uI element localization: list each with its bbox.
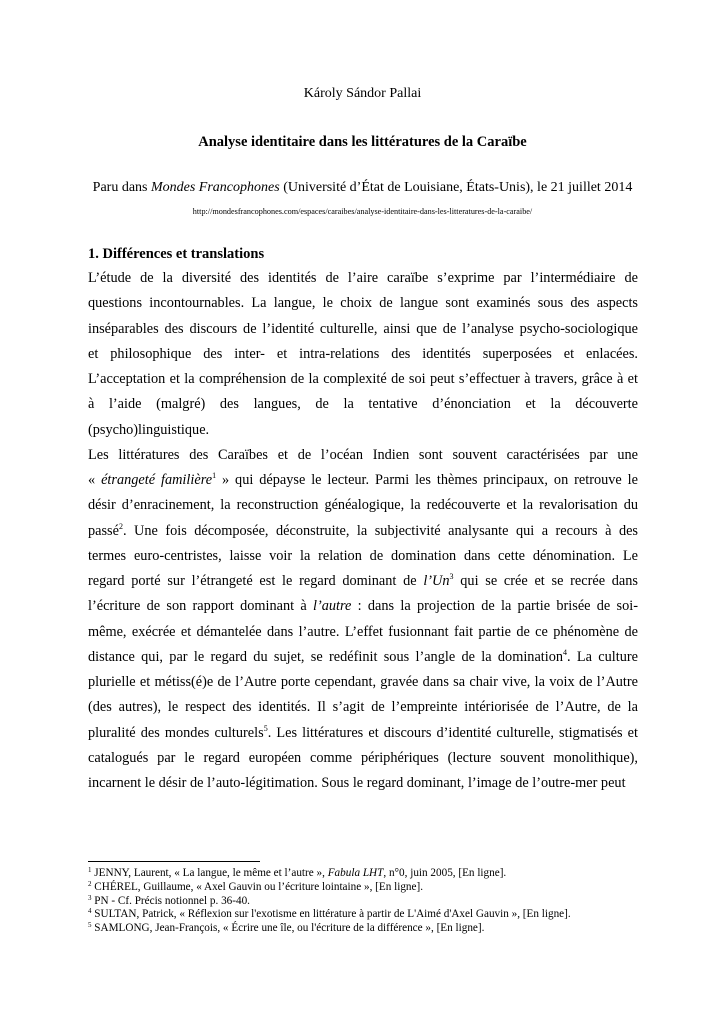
publication-suffix: (Université d’État de Louisiane, États-Unis), le 21 juillet 2014	[279, 180, 633, 195]
paragraph-line	[88, 346, 638, 366]
paragraph-line	[88, 624, 638, 644]
paragraph-line	[88, 674, 638, 694]
line-text: (psycho)linguistique.	[88, 421, 210, 438]
footnote-number: 3	[88, 893, 92, 902]
line-text: à l’aide (malgré) des langues, de la tentative d’énonciation et la découverte	[88, 396, 638, 413]
footnote-ref: 2	[118, 521, 123, 531]
line-text: regard porté sur l’étrangeté est le regard dominant de	[88, 573, 424, 589]
italic-text: étrangeté familière	[101, 472, 213, 488]
footnote-number: 5	[88, 921, 92, 930]
footnote-ref: 1	[212, 471, 217, 480]
line-text: L’acceptation et la compréhension de la complexité de soi peut s’effectuer à travers, grâce à et	[88, 371, 638, 387]
paragraph-line	[88, 447, 638, 467]
line-text: catalogués par le regard européen comme périphériques (lecture souvent monolithique),	[88, 749, 638, 766]
paragraph-line	[88, 371, 638, 391]
footnote	[88, 908, 571, 922]
line-text: questions incontournables. La langue, le choix de langue sont examinés sous des aspects	[88, 295, 638, 312]
line-text: incarnent le désir de l’auto-légitimation. Sous le regard dominant, l’image de l’outre-mer peut	[88, 775, 626, 791]
section-heading: 1. Différences et translations	[88, 246, 265, 262]
footnote-italic: Fabula LHT	[327, 867, 384, 879]
document-title: Analyse identitaire dans les littératures de la Caraïbe	[198, 134, 527, 150]
journal-name: Mondes Francophones	[150, 180, 280, 195]
line-text: L’étude de la diversité des identités de l’aire caraïbe s’exprime par l’intermédiaire de	[88, 270, 638, 286]
line-text: passé	[88, 522, 119, 539]
footnote-number: 2	[88, 879, 92, 888]
line-text: . Les littératures et discours d’identité culturelle, stigmatisés et	[267, 724, 638, 741]
paragraph-line	[88, 598, 638, 618]
footnote-ref: 4	[563, 647, 568, 657]
line-text: termes euro-centristes, laisse voir la relation de domination dans cette dénomination. Le	[88, 547, 638, 564]
paragraph-line	[88, 725, 638, 745]
line-text: (des autres), le respect des identités. Il s’agit de l’empreinte intériorisée de l’Autre, de la	[88, 699, 638, 716]
line-text: pluralité des mondes culturels	[88, 724, 264, 741]
paragraph-line	[88, 295, 638, 315]
paragraph-line	[88, 775, 638, 795]
italic-text: l’autre	[313, 598, 352, 615]
paragraph-line	[88, 321, 638, 341]
paragraph-line	[88, 548, 638, 568]
paragraph-line	[88, 497, 638, 517]
paragraph-line	[88, 649, 638, 669]
line-text: » qui dépayse le lecteur. Parmi les thèmes principaux, on retrouve le	[216, 472, 638, 488]
footnote-ref: 3	[449, 572, 454, 581]
line-text: même, exécrée et démantelée dans l’autre. L’effet fusionnant fait partie de ce phénomène de	[88, 623, 638, 640]
line-text: distance qui, par le regard du sujet, se redéfinit sous l’angle de la domination	[88, 648, 564, 665]
paragraph-line	[88, 396, 638, 416]
footnote-text: SAMLONG, Jean-François, « Écrire une île, ou l'écriture de la différence », [En ligne].	[91, 922, 485, 935]
line-text: plurielle et métiss(é)e de l’Autre porte cependant, gravée dans sa chair vive, la voix de l’Autre	[88, 674, 638, 690]
footnote-number: 1	[88, 866, 92, 874]
line-text: qui se crée et se recrée dans	[453, 573, 638, 589]
footnote-text: SULTAN, Patrick, « Réflexion sur l'exotisme en littérature à partir de L'Aimé d'Axel Gauvin », [En ligne].	[91, 908, 571, 921]
paragraph-line	[88, 422, 638, 442]
author-name: Károly Sándor Pallai	[303, 86, 422, 101]
line-text: Les littératures des Caraïbes et de l’océan Indien sont souvent caractérisées par une	[88, 446, 638, 463]
footnote	[88, 922, 571, 936]
publication-prefix: Paru dans	[92, 180, 151, 195]
footnote-text: JENNY, Laurent, « La langue, le même et l’autre »,	[91, 867, 328, 879]
line-text: . Une fois décomposée, déconstruite, la subjectivité analysante qui a recours à des	[122, 522, 638, 539]
paragraph-line	[88, 472, 638, 492]
footnote-separator	[88, 861, 260, 862]
footnote	[88, 867, 571, 881]
footnote-number: 4	[88, 907, 92, 916]
paragraph-line	[88, 270, 638, 290]
footnote	[88, 895, 571, 909]
footnote	[88, 881, 571, 895]
paragraph-line	[88, 573, 638, 593]
paragraph-line	[88, 699, 638, 719]
line-text: désir d’enracinement, la reconstruction généalogique, la redécouverte et la revalorisation du	[88, 497, 638, 514]
footnote-text: , n°0, juin 2005, [En ligne].	[383, 867, 507, 879]
line-text: inséparables des discours de l’identité culturelle, ainsi que de l’analyse psycho-sociologique	[88, 320, 638, 337]
italic-text: l’Un	[423, 573, 450, 589]
publication-line	[0, 180, 725, 196]
footnote-text: CHÉREL, Guillaume, « Axel Gauvin ou l’écriture lointaine », [En ligne].	[91, 880, 424, 893]
paragraph-line	[88, 523, 638, 543]
line-text: l’écriture de son rapport dominant à	[88, 598, 313, 615]
line-text: «	[88, 472, 102, 488]
footnote-text: PN - Cf. Précis notionnel p. 36-40.	[91, 894, 250, 907]
line-text: . La culture	[567, 648, 638, 665]
line-text: et philosophique des inter- et intra-relations des identités superposées et enlacées.	[88, 345, 638, 362]
footnote-ref: 5	[263, 723, 268, 733]
source-url[interactable]: http://mondesfrancophones.com/espaces/caraibes/analyse-identitaire-dans-les-litteratures-de-la-caraibe/	[192, 207, 533, 216]
line-text: : dans la projection de la partie brisée de soi-	[351, 598, 638, 615]
paragraph-line	[88, 750, 638, 770]
footnotes	[88, 867, 571, 936]
